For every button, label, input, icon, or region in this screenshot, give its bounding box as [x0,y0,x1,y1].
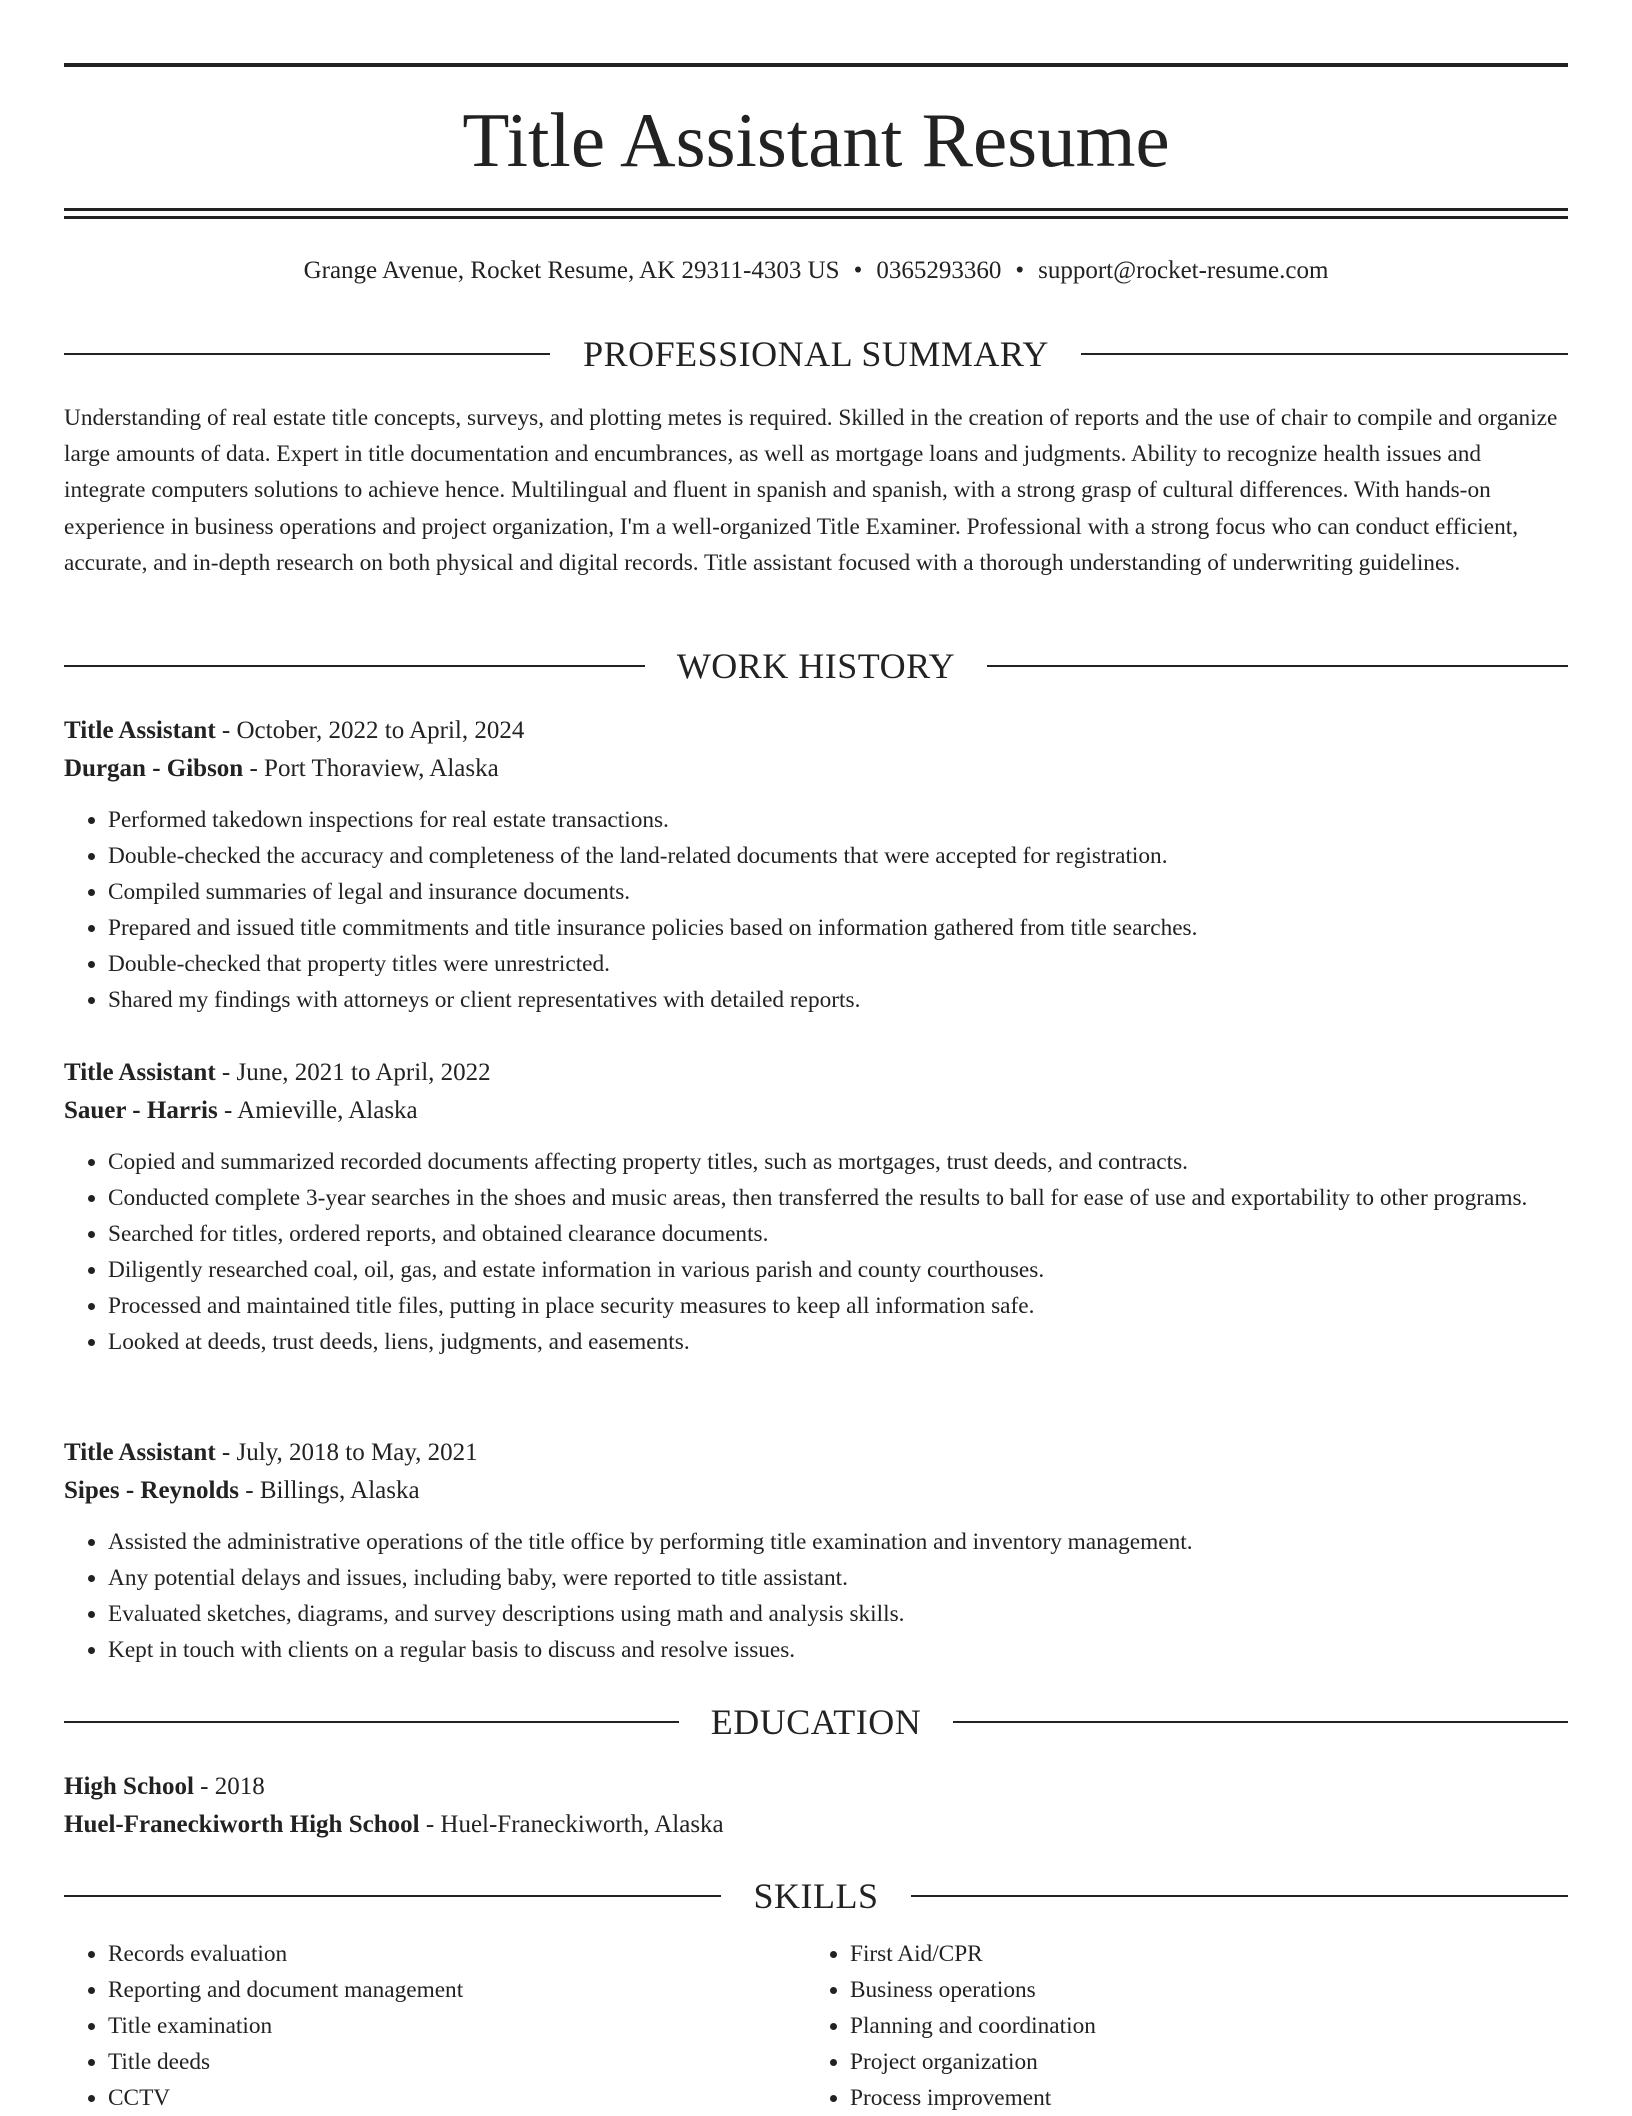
title-rule-upper [64,208,1568,211]
skill-item: • Business operations [850,1972,1548,2008]
section-header-summary [64,334,1568,374]
skills-column-right [806,1936,1548,2116]
skill-item: • Title deeds [108,2044,806,2080]
contact-separator: • [1015,257,1025,284]
skills-column-left [64,1936,806,2116]
skill-item: • Project organization [850,2044,1548,2080]
contact-phone: 0365293360 [876,257,1002,284]
job-bullet: • Performed takedown inspections for real estate transactions. [108,802,1568,838]
contact-address: Grange Avenue, Rocket Resume, AK 29311-4303 US [303,257,840,284]
job-bullet: • Copied and summarized recorded documents affecting property titles, such as mortgages, trust deeds, and contracts. [108,1144,1568,1180]
job-bullet: • Double-checked that property titles were unrestricted. [108,946,1568,982]
skill-item: • Process improvement [850,2080,1548,2116]
job-entry [64,712,1568,1018]
job-company: Durgan - Gibson [64,755,244,782]
job-entry [64,1054,1568,1360]
job-dates: - October, 2022 to April, 2024 [215,717,525,744]
contact-separator: • [853,257,863,284]
job-dates: - July, 2018 to May, 2021 [215,1439,478,1466]
job-entry [64,1434,1568,1668]
education-year: - 2018 [193,1773,265,1800]
job-bullet: • Processed and maintained title files, putting in place security measures to keep all information safe. [108,1288,1568,1324]
title-rule-lower [64,216,1568,219]
contact-email: support@rocket-resume.com [1038,257,1329,284]
section-title-education: EDUCATION [679,1702,953,1742]
skills-list [64,1936,1568,2116]
job-bullet: • Assisted the administrative operations of the title office by performing title examination and inventory management. [108,1524,1568,1560]
job-bullet: • Prepared and issued title commitments and title insurance policies based on information gathered from title searches. [108,910,1568,946]
skill-item: • Planning and coordination [850,2008,1548,2044]
education-location: - Huel-Franeckiworth, Alaska [419,1811,724,1838]
job-bullets [64,802,1568,1018]
skill-item: • First Aid/CPR [850,1936,1548,1972]
job-title: Title Assistant [64,1059,216,1086]
job-dates: - June, 2021 to April, 2022 [215,1059,491,1086]
job-title: Title Assistant [64,1439,216,1466]
education-entry [64,1768,1568,1844]
education-degree: High School [64,1773,194,1800]
contact-line [64,254,1568,288]
job-bullets [64,1524,1568,1668]
top-rule [64,63,1568,67]
job-bullet: • Kept in touch with clients on a regular basis to discuss and resolve issues. [108,1632,1568,1668]
job-bullets [64,1144,1568,1360]
section-header-work [64,646,1568,686]
section-header-skills [64,1876,1568,1916]
job-location: - Port Thoraview, Alaska [243,755,499,782]
job-title: Title Assistant [64,717,216,744]
job-location: - Billings, Alaska [239,1477,420,1504]
section-title-skills: SKILLS [721,1876,910,1916]
section-header-education [64,1702,1568,1742]
job-bullet: • Looked at deeds, trust deeds, liens, judgments, and easements. [108,1324,1568,1360]
skill-item: • Records evaluation [108,1936,806,1972]
job-bullet: • Diligently researched coal, oil, gas, and estate information in various parish and county courthouses. [108,1252,1568,1288]
education-school: Huel-Franeckiworth High School [64,1811,420,1838]
job-bullet: • Evaluated sketches, diagrams, and survey descriptions using math and analysis skills. [108,1596,1568,1632]
job-bullet: • Any potential delays and issues, including baby, were reported to title assistant. [108,1560,1568,1596]
resume-title: Title Assistant Resume [462,97,1170,183]
section-title-work: WORK HISTORY [645,646,987,686]
job-bullet: • Shared my findings with attorneys or client representatives with detailed reports. [108,982,1568,1018]
job-location: - Amieville, Alaska [217,1097,418,1124]
skill-item: • CCTV [108,2080,806,2116]
skill-item: • Title examination [108,2008,806,2044]
job-company: Sipes - Reynolds [64,1477,240,1504]
job-bullet: • Double-checked the accuracy and completeness of the land-related documents that were accepted for registration. [108,838,1568,874]
job-bullet: • Conducted complete 3-year searches in the shoes and music areas, then transferred the results to ball for ease of use and exportability to other programs. [108,1180,1568,1216]
job-bullet: • Compiled summaries of legal and insurance documents. [108,874,1568,910]
job-company: Sauer - Harris [64,1097,218,1124]
section-title-summary: PROFESSIONAL SUMMARY [551,334,1081,374]
job-bullet: • Searched for titles, ordered reports, and obtained clearance documents. [108,1216,1568,1252]
professional-summary-text: Understanding of real estate title concepts, surveys, and plotting metes is required. Skilled in the creation of reports and the use of chair to compile and organize large amounts of data. Expert in title documentation and encumbrances, as well as mortgage loans and judgments. Ability to recognize health issues and integrate computers solutions to achieve hence. Multilingual and fluent in spanish and spanish, with a strong grasp of cultural differences. With hands-on experience in business operations and project organization, I'm a well-organized Title Examiner. Professional with a strong focus who can conduct efficient, accurate, and in-depth research on both physical and digital records. Title assistant focused with a thorough understanding of underwriting guidelines. [64,405,1558,576]
skill-item: • Reporting and document management [108,1972,806,2008]
